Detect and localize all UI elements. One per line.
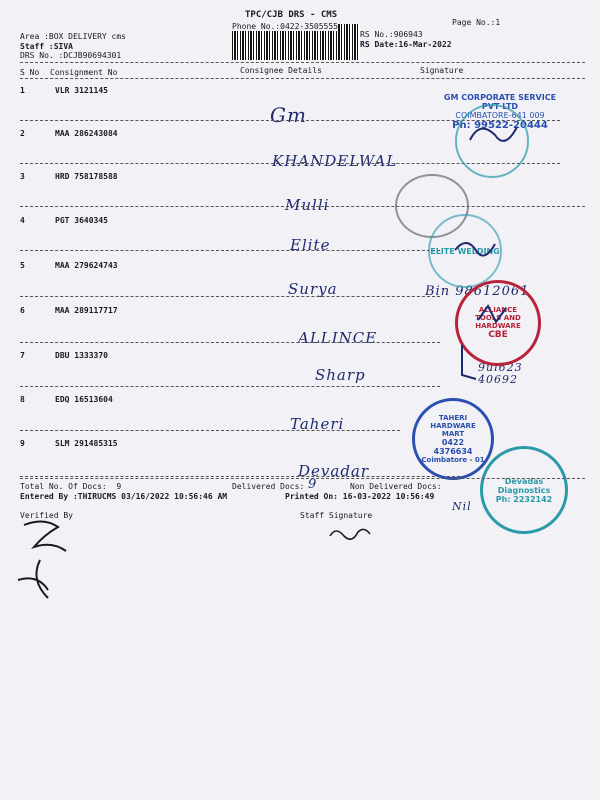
row-consignment: HRD 758178588: [55, 172, 118, 181]
row-sno: 1: [20, 86, 25, 95]
row-consignment: MAA 279624743: [55, 261, 118, 270]
row-handwriting: Mulli: [285, 196, 330, 214]
row-handwriting: Surya: [288, 280, 338, 298]
taheri-stamp-mid: 0422 4376634: [433, 438, 473, 456]
signature-alliance: [478, 306, 506, 322]
row-sno: 6: [20, 306, 25, 315]
delivered-docs-value: 9: [308, 477, 318, 492]
devadas-stamp-text: Devadas Diagnostics: [497, 476, 551, 495]
alliance-stamp-text: ALLIANCE TOOLS AND HARDWARE: [475, 306, 521, 330]
staff-signature-label: Staff Signature: [300, 511, 373, 520]
rs-date: RS Date:16-Mar-2022: [360, 40, 452, 49]
row-handwriting: Elite: [290, 236, 331, 254]
col-consignment: Consignment No: [50, 68, 118, 77]
doc-title: TPC/CJB DRS - CMS: [245, 10, 338, 20]
row-sno: 2: [20, 129, 25, 138]
rs-number: RS No.:906943: [360, 30, 423, 39]
row-sno: 8: [20, 395, 25, 404]
row-handwriting: ALLINCE: [298, 329, 378, 347]
signature-elite: [455, 243, 495, 256]
area: Area :BOX DELIVERY cms: [20, 32, 126, 41]
footer-rule: [20, 478, 585, 479]
gm-stamp-line2: COIMBATORE-641 009: [455, 111, 545, 120]
row-sno: 3: [20, 172, 25, 181]
row-consignment: MAA 289117717: [55, 306, 118, 315]
col-consignee: Consignee Details: [240, 66, 322, 75]
row-consignment: DBU 1333370: [55, 351, 108, 360]
row-handwriting: Sharp: [315, 366, 366, 384]
row-consignment: MAA 286243084: [55, 129, 118, 138]
printed-on: Printed On: 16-03-2022 10:56:49: [285, 492, 435, 501]
staff: Staff :SIVA: [20, 42, 73, 51]
col-signature: Signature: [420, 66, 464, 75]
gm-stamp-line3: Ph: 99522-20444: [452, 120, 548, 131]
verified-by-label: Verified By: [20, 511, 73, 520]
non-delivered-docs-label: Non Delivered Docs:: [350, 482, 442, 491]
col-sno: S No: [20, 68, 40, 77]
drs-number: DRS No. :DCJB90694301: [20, 51, 122, 60]
signature-verified: [18, 521, 66, 598]
row-consignment: EDQ 16513604: [55, 395, 113, 404]
phone-number: Phone No.:0422-3505555: [232, 22, 338, 31]
row-sno: 7: [20, 351, 25, 360]
page-number: Page No.:1: [452, 18, 501, 27]
taheri-stamp-sub: Coimbatore - 01: [421, 456, 485, 464]
row-handwriting-extra: 9ui623 40692: [478, 361, 523, 386]
nil-mark: Nil: [452, 500, 472, 513]
row-handwriting: Taheri: [290, 415, 345, 433]
devadas-stamp-sub: Ph: 2232142: [495, 494, 553, 504]
taheri-stamp-text: TAHERI HARDWARE MART: [430, 414, 476, 438]
row-consignment: PGT 3640345: [55, 216, 108, 225]
row-consignment: VLR 3121145: [55, 86, 108, 95]
gm-stamp-line1: GM CORPORATE SERVICE PVT LTD: [443, 93, 557, 111]
row-handwriting: KHANDELWAL: [272, 152, 398, 170]
signature-staff: [330, 529, 370, 539]
delivered-docs-label: Delivered Docs:: [232, 482, 305, 491]
row-handwriting: Devadar: [298, 462, 370, 480]
row-sno: 4: [20, 216, 25, 225]
elite-stamp-text: ELITE WELDING: [430, 246, 500, 256]
alliance-stamp-sub: CBE: [488, 330, 508, 340]
row-sno: 9: [20, 439, 25, 448]
row-handwriting: Gm: [270, 103, 307, 127]
entered-by: Entered By :THIRUCMS 03/16/2022 10:56:46 AM: [20, 492, 228, 501]
row-handwriting-extra: Bin 98612061: [425, 284, 530, 299]
row-consignment: SLM 291485315: [55, 439, 118, 448]
signature-khandelwal: [470, 127, 517, 141]
row-sno: 5: [20, 261, 25, 270]
total-docs: Total No. Of Docs: 9: [20, 482, 122, 491]
signature-sharp-bracket: [462, 345, 476, 379]
